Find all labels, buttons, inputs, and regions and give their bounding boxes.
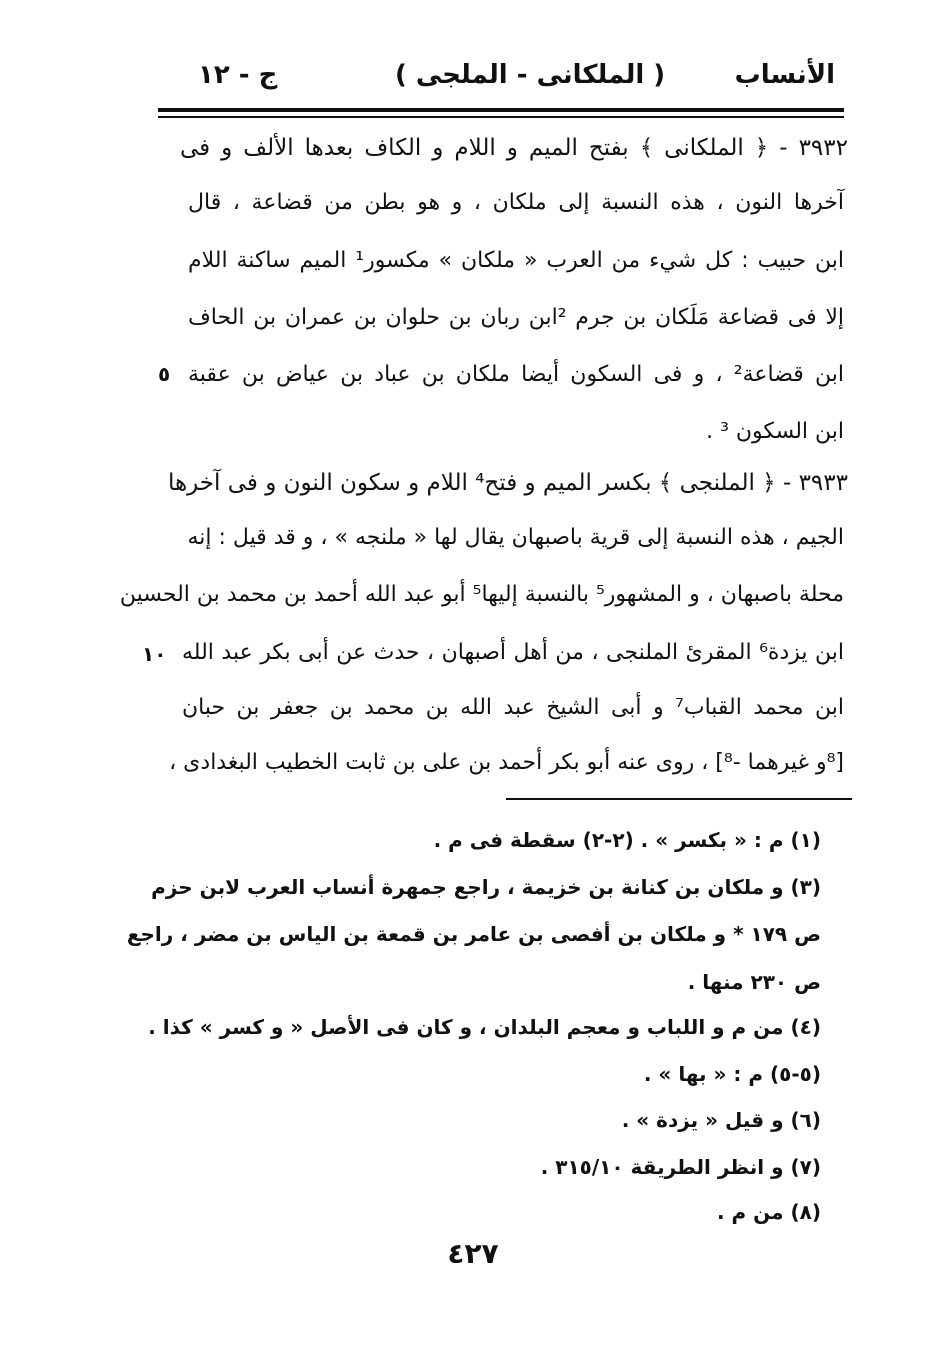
footnote-line: ص ٢٣٠ منها . bbox=[687, 970, 821, 994]
body-line: آخرها النون ، هذه النسبة إلى ملكان ، و هو بطن من قضاعة ، قال bbox=[188, 190, 844, 215]
footnote-line: (٤) من م و اللباب و معجم البلدان ، و كان فى الأصل « و كسر » كذا . bbox=[148, 1015, 821, 1039]
body-line: ابن يزدة⁶ المقرئ الملنجى ، من أهل أصبهان ، حدث عن أبى بكر عبد الله bbox=[182, 640, 844, 665]
header-volume: ج - ١٢ bbox=[198, 60, 278, 90]
body-line: إلا فى قضاعة مَلَكان بن جرم ²ابن ربان بن حلوان بن عمران بن الحاف bbox=[188, 305, 844, 330]
body-line: ٣٩٣٣ - ﴿ الملنجى ﴾ بكسر الميم و فتح⁴ اللام و سكون النون و فى آخرها bbox=[167, 470, 848, 496]
footnote-line: (١) م : « بكسر » . (٢-٢) سقطة فى م . bbox=[433, 828, 821, 852]
footnote-line: ص ١٧٩ * و ملكان بن أفصى بن عامر بن قمعة بن الياس بن مضر ، راجع bbox=[126, 922, 821, 946]
body-line: ٣٩٣٢ - ﴿ الملكانى ﴾ بفتح الميم و اللام و الكاف بعدها الألف و فى bbox=[180, 135, 848, 161]
footnote-line: (٨) من م . bbox=[716, 1200, 821, 1224]
header-rule-thin bbox=[158, 116, 844, 118]
margin-line-number: ٥ bbox=[158, 362, 171, 386]
header-section-title: ( الملكانى - الملجى ) bbox=[395, 60, 666, 90]
footnote-line: (٦) و قيل « يزدة » . bbox=[621, 1108, 821, 1132]
body-line: محلة باصبهان ، و المشهور⁵ بالنسبة إليها⁵ أبو عبد الله أحمد بن محمد بن الحسين bbox=[119, 582, 844, 607]
footnote-rule bbox=[506, 798, 852, 800]
body-line: ابن محمد القباب⁷ و أبى الشيخ عبد الله بن محمد بن جعفر بن حبان bbox=[182, 695, 844, 720]
header-rule-thick bbox=[158, 108, 844, 112]
margin-line-number: ١٠ bbox=[142, 642, 167, 666]
body-line: الجيم ، هذه النسبة إلى قرية باصبهان يقال لها « ملنجه » ، و قد قيل : إنه bbox=[187, 525, 844, 550]
body-line: ابن قضاعة² ، و فى السكون أيضا ملكان بن عباد بن عياض بن عقبة bbox=[188, 362, 844, 387]
footnote-line: (٧) و انظر الطريقة ٣١٥/١٠ . bbox=[540, 1155, 821, 1179]
body-line: [⁸و غيرهما -⁸] ، روى عنه أبو بكر أحمد بن على بن ثابت الخطيب البغدادى ، bbox=[169, 750, 844, 775]
header-book-title: الأنساب bbox=[734, 60, 835, 90]
footnote-line: (٣) و ملكان بن كنانة بن خزيمة ، راجع جمهرة أنساب العرب لابن حزم bbox=[151, 875, 821, 899]
body-line: ابن حبيب : كل شيء من العرب « ملكان » مكسور¹ الميم ساكنة اللام bbox=[188, 248, 844, 273]
footnote-line: (٥-٥) م : « بها » . bbox=[643, 1062, 821, 1086]
body-line: ابن السكون ³ . bbox=[706, 419, 844, 444]
page-number: ٤٢٧ bbox=[447, 1237, 499, 1270]
